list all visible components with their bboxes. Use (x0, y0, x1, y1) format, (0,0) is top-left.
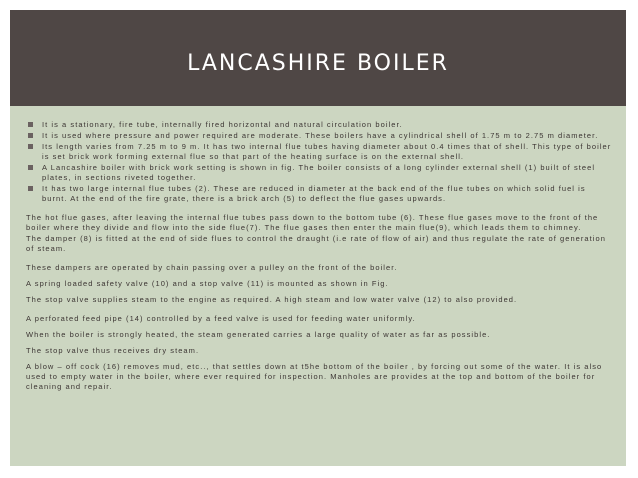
square-bullet-icon (28, 144, 33, 149)
bullet-item (26, 120, 612, 130)
slide-content (26, 120, 612, 393)
title-bar (10, 10, 626, 106)
slide-title: LANCASHIRE BOILER (187, 50, 449, 76)
square-bullet-icon (28, 122, 33, 127)
square-bullet-icon (28, 165, 33, 170)
bullet-text: It has two large internal flue tubes (2). These are reduced in diameter at the back end of the flue tubes on which solid fuel is burnt. At the end of the fire grate, there is a brick arch (5) to deflect the flue gases upwards. (42, 184, 586, 203)
paragraph: A spring loaded safety valve (10) and a stop valve (11) is mounted as shown in Fig. (26, 279, 389, 288)
paragraph: A blow – off cock (16) removes mud, etc.., that settles down at t5he bottom of the boiler , by forcing out some of the water. It is also used to empty water in the boiler, where ever required for inspection. Manholes are provides at the top and bottom of the boiler for cleaning and repair. (26, 362, 603, 391)
bullet-item (26, 163, 612, 183)
bullet-text: A Lancashire boiler with brick work setting is shown in fig. The boiler consists of a long cylinder external shell (1) built of steel plates, in sections riveted together. (42, 163, 596, 182)
paragraph: When the boiler is strongly heated, the steam generated carries a large quality of water as far as possible. (26, 330, 491, 339)
paragraph: The damper (8) is fitted at the end of side flues to control the draught (i.e rate of flow of air) and thus regulate the rate of generation of steam. (26, 234, 606, 253)
bullet-text: It is used where pressure and power required are moderate. These boilers have a cylindrical shell of 1.75 m to 2.75 m diameter. (42, 131, 599, 140)
paragraph: A perforated feed pipe (14) controlled by a feed valve is used for feeding water uniformly. (26, 314, 416, 323)
bullet-text: It is a stationary, fire tube, internally fired horizontal and natural circulation boiler. (42, 120, 403, 129)
bullet-item (26, 184, 612, 204)
square-bullet-icon (28, 133, 33, 138)
slide (10, 10, 626, 466)
paragraph: The hot flue gases, after leaving the internal flue tubes pass down to the bottom tube (6). These flue gases move to the front of the boiler where they divide and flow into the side flue(7). The flue gases then enter the main flue(9), which leads them to chimney. (26, 213, 599, 232)
bullet-text: Its length varies from 7.25 m to 9 m. It has two internal flue tubes having diameter about 0.4 times that of shell. This type of boiler is set brick work forming external flue so that part of the heating surface is on the external shell. (42, 142, 612, 161)
bullet-item (26, 142, 612, 162)
square-bullet-icon (28, 186, 33, 191)
paragraph: The stop valve supplies steam to the engine as required. A high steam and low water valve (12) to also provided. (26, 295, 518, 304)
paragraph: The stop valve thus receives dry steam. (26, 346, 200, 355)
bullet-item (26, 131, 612, 141)
paragraph: These dampers are operated by chain passing over a pulley on the front of the boiler. (26, 263, 398, 272)
bullet-list (26, 120, 612, 204)
